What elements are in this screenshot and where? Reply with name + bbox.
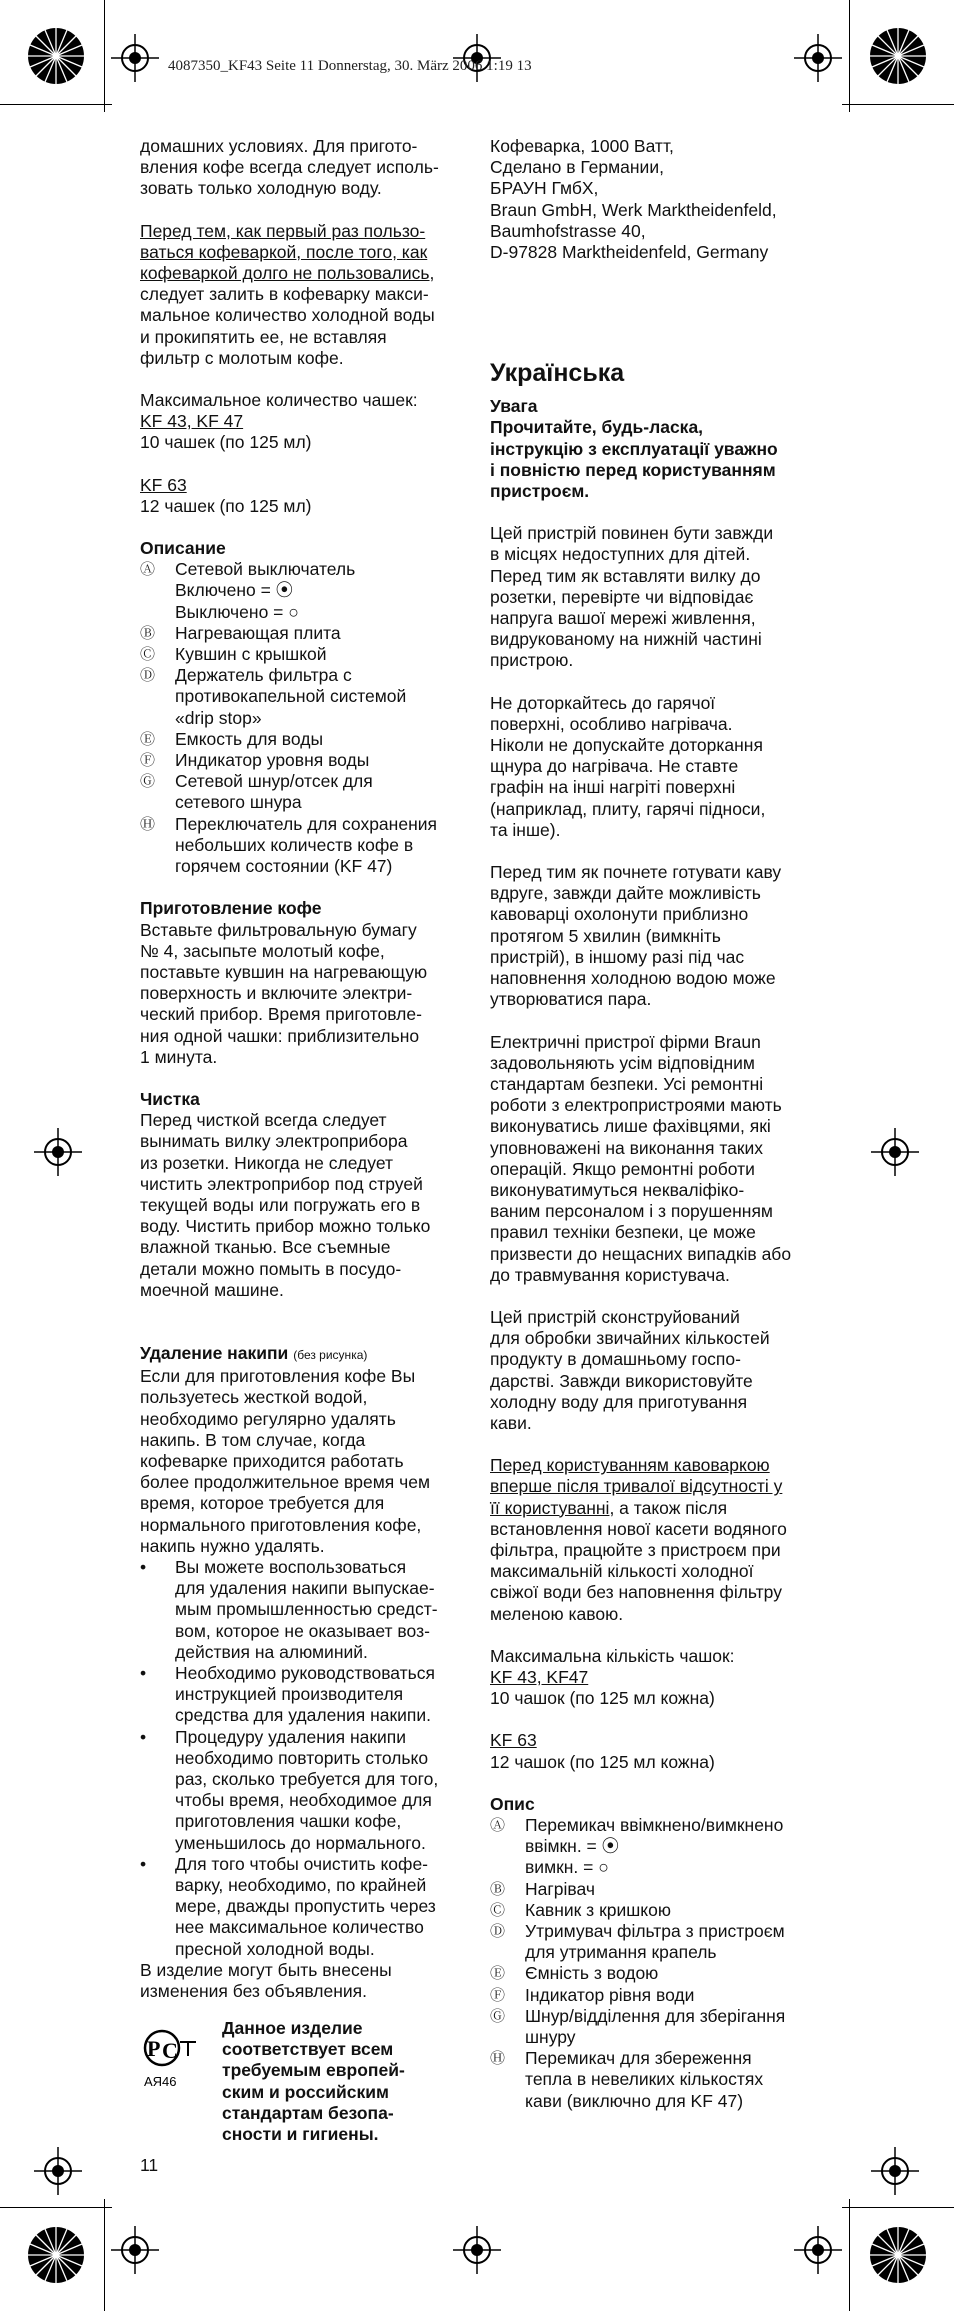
list-item bbox=[490, 1815, 825, 1879]
item-text: Нагрівач bbox=[525, 1878, 595, 1899]
item-letter: Ⓓ bbox=[490, 1923, 506, 1941]
underlined-text: Перед користуванням кавоваркою вперше після тривалої відсутності у її користуванні bbox=[490, 1455, 783, 1518]
item-text: Кувшин с крышкой bbox=[175, 644, 327, 665]
section-note: (без рисунка) bbox=[293, 1347, 368, 1362]
list-item bbox=[490, 1921, 825, 1963]
model-name: KF 63 bbox=[140, 474, 187, 495]
item-letter: Ⓔ bbox=[140, 730, 156, 748]
item-letter: Ⓗ bbox=[490, 2050, 506, 2068]
item-letter: Ⓖ bbox=[140, 773, 156, 791]
bullet-icon: • bbox=[140, 1853, 147, 1874]
list-item bbox=[140, 644, 470, 665]
item-text: Переключатель для сохранения небольших количеств кофе в горячем состоянии (KF 47) bbox=[175, 813, 437, 877]
item-text: Утримувач фільтра з пристроєм для утримання крапель bbox=[525, 1921, 785, 1963]
list-item bbox=[140, 771, 470, 813]
bullet-icon: • bbox=[140, 1663, 147, 1683]
paragraph: Цей пристрій сконструйований для обробки звичайних кількостей продукту в домашньому госпо- дарстві. Завжди використовуйте холодну воду для приготування кави. bbox=[490, 1306, 770, 1433]
item-letter: Ⓗ bbox=[140, 815, 156, 833]
model-cups: 10 чашок (по 125 мл кожна) bbox=[490, 1688, 715, 1709]
list-item bbox=[490, 2006, 825, 2048]
item-text: Емкость для воды bbox=[175, 728, 324, 749]
list-item bbox=[140, 1727, 470, 1854]
svg-text:P: P bbox=[147, 2036, 161, 2061]
paragraph: Если для приготовления кофе Вы пользуетесь жесткой водой, необходимо регулярно удалять накипь. В том случае, когда кофеварке приходится работать более продолжительное время чем время, которое требуется для нормального приготовления кофе, накипь нужно удалять. bbox=[140, 1366, 431, 1556]
item-text: Шнур/відділення для зберігання шнуру bbox=[525, 2005, 786, 2048]
underlined-text: Перед тем, как первый раз пользо- ваться кофеваркой, после того, как кофеваркой долго не пользовались bbox=[140, 220, 430, 284]
list-item bbox=[140, 623, 470, 644]
left-column bbox=[140, 136, 470, 2023]
svg-text:C: C bbox=[162, 2038, 178, 2063]
list-item bbox=[140, 1663, 470, 1727]
paragraph bbox=[490, 1455, 825, 1625]
item-letter: Ⓓ bbox=[140, 667, 156, 685]
right-column bbox=[490, 136, 825, 2133]
paragraph-rest: , а також після встановлення нової касети водяного фільтра, працюйте з пристроєм при максимальній кількості холодної свіжої води без наповнення фільтру меленою кавою. bbox=[490, 1497, 787, 1624]
paragraph: Не доторкайтесь до гарячої поверхні, особливо нагрівача. Ніколи не допускайте доторкання щнура до нагрівача. Не ставте графін на інші нагріті поверхні (наприклад, плиту, гарячі підноси, та інше). bbox=[490, 692, 766, 840]
page-number: 11 bbox=[140, 2155, 159, 2175]
paragraph: Перед тим як почнете готувати каву вдруге, завжди дайте можливість кавоварці охолонути приблизно протягом 5 хвилин (вимкніть пристрій), в іншому разі під час наповнення холодною водою може утворюватися пара. bbox=[490, 862, 782, 1010]
list-item bbox=[140, 1854, 470, 1960]
item-text: Вы можете воспользоваться для удаления накипи выпускае- мым промышленностью средст- вом, которое не оказывает воз- действия на алюминий. bbox=[175, 1556, 438, 1662]
item-text: Індикатор рівня води bbox=[525, 1984, 695, 2005]
bullet-list bbox=[140, 1557, 470, 1960]
item-text: Индикатор уровня воды bbox=[175, 750, 370, 771]
list-item bbox=[140, 814, 470, 878]
section-title: Увага bbox=[490, 396, 538, 417]
item-text: Сетевой выключатель Включено = ⦿ Выключено = ○ bbox=[175, 559, 356, 622]
section-title: Приготовление кофе bbox=[140, 898, 322, 919]
seal-code: АЯ46 bbox=[144, 2074, 177, 2089]
item-letter: Ⓖ bbox=[490, 2007, 506, 2025]
model-cups: 12 чашек (по 125 мл) bbox=[140, 495, 312, 516]
item-text: Нагревающая плита bbox=[175, 622, 341, 643]
list-item bbox=[490, 2048, 825, 2112]
description-list bbox=[490, 1815, 825, 2112]
paragraph: домашних условиях. Для пригото- вления кофе всегда следует исполь- зовать только холодную воду. bbox=[140, 136, 439, 199]
list-item bbox=[140, 1557, 470, 1663]
item-text: Держатель фильтра с противокапельной системой «drip stop» bbox=[175, 665, 407, 728]
language-heading: Українська bbox=[490, 359, 625, 388]
manufacturer-info: Кофеварка, 1000 Ватт, Сделано в Германии, БРАУН ГмбХ, Braun GmbH, Werk Marktheidenfeld, Baumhofstrasse 40, D-97828 Marktheidenfeld, Germany bbox=[490, 136, 777, 263]
item-text: Кавник з кришкою bbox=[525, 1899, 671, 1920]
warning-text: Прочитайте, будь-ласка, інструкцію з експлуатації уважно і повністю перед користуванням пристроєм. bbox=[490, 417, 778, 502]
item-letter: Ⓕ bbox=[490, 1986, 506, 2004]
certification-seal-icon bbox=[140, 2022, 202, 2092]
bullet-icon: • bbox=[140, 1726, 147, 1747]
paragraph: Електричні пристрої фірми Braun задовольняють усім відповідним стандартам безпеки. Усі ремонтні роботи з електропристроями мають виконуватись лише фахівцями, які уповноважені на виконання таких операцій. Якщо ремонтні роботи виконуватимуться некваліфіко- ваним персоналом і з порушенням правил техніки безпеки, це може призвести до нещасних випадків або до травмування користувача. bbox=[490, 1031, 792, 1285]
section-title: Опис bbox=[490, 1793, 535, 1814]
item-letter: Ⓕ bbox=[140, 752, 156, 770]
max-cups-label: Максимальна кількість чашок: bbox=[490, 1645, 735, 1666]
list-item bbox=[140, 559, 470, 623]
model-name: KF 43, KF 47 bbox=[140, 411, 244, 432]
max-cups-label: Максимальное количество чашек: bbox=[140, 390, 418, 411]
item-text: Перемикач для збереження тепла в невеликих кількостях кави (виключно для KF 47) bbox=[525, 2048, 764, 2111]
max-cups-block bbox=[140, 390, 470, 411]
model-name: KF 43, KF47 bbox=[490, 1666, 589, 1687]
list-item bbox=[490, 1900, 825, 1921]
item-text: Необходимо руководствоваться инструкцией производителя средства для удаления накипи. bbox=[175, 1663, 435, 1726]
section-title-text: Удаление накипи bbox=[140, 1342, 289, 1363]
item-text: Ємність з водою bbox=[525, 1963, 659, 1984]
paragraph: Вставьте фильтровальную бумагу № 4, засыпьте молотый кофе, поставьте кувшин на нагревающую поверхность и включите электри- ческий прибор. Время приготовле- ния одной чашки: приблизительно 1 минута. bbox=[140, 919, 428, 1067]
description-list bbox=[140, 559, 470, 877]
item-letter: Ⓑ bbox=[490, 1880, 506, 1898]
item-letter: Ⓒ bbox=[490, 1901, 506, 1919]
item-letter: Ⓒ bbox=[140, 646, 156, 664]
paragraph: Цей пристрій повинен бути завжди в місцях недоступних для дітей. Перед тим як вставляти вилку до розетки, перевірте чи відповідає напруга вашої мережі живлення, видрукованому на нижній частині пристрою. bbox=[490, 523, 774, 671]
paragraph-rest: , следует залить в кофеварку макси- мальное количество холодной воды и прокипятить ее, не вставляя фильтр с молотым кофе. bbox=[140, 263, 435, 368]
section-title bbox=[140, 1343, 470, 1366]
item-letter: Ⓐ bbox=[140, 561, 156, 579]
print-header: 4087350_KF43 Seite 11 Donnerstag, 30. März 2006 1:19 13 bbox=[168, 58, 532, 74]
section-title: Чистка bbox=[140, 1088, 200, 1109]
paragraph: В изделие могут быть внесены изменения без объявления. bbox=[140, 1959, 392, 2002]
paragraph: Перед чисткой всегда следует вынимать вилку электроприбора из розетки. Никогда не следует чистить электроприбор под струей текущей воды или погружать его в воду. Чистить прибор можно только влажной тканью. Все съемные детали можно помыть в посудо- моечной машине. bbox=[140, 1110, 431, 1300]
item-text: Процедуру удаления накипи необходимо повторить столько раз, сколько требуется для того, чтобы время, необходимое для приготовления чашки кофе, уменьшилось до нормального. bbox=[175, 1726, 439, 1853]
item-text: Сетевой шнур/отсек для сетевого шнура bbox=[175, 771, 373, 813]
list-item bbox=[490, 1879, 825, 1900]
model-cups: 12 чашок (по 125 мл кожна) bbox=[490, 1751, 715, 1772]
section-title: Описание bbox=[140, 538, 226, 559]
item-letter: Ⓐ bbox=[490, 1817, 506, 1834]
model-name: KF 63 bbox=[490, 1730, 537, 1751]
model-cups: 10 чашек (по 125 мл) bbox=[140, 432, 312, 453]
certification-text: Данное изделие соответствует всем требуемым европей- ским и российским стандартам безопа- сности и гигиены. bbox=[222, 2018, 405, 2145]
list-item bbox=[140, 665, 470, 729]
paragraph bbox=[140, 221, 470, 369]
list-item bbox=[490, 1985, 825, 2006]
list-item bbox=[140, 729, 470, 750]
item-letter: Ⓔ bbox=[490, 1965, 506, 1983]
bullet-icon: • bbox=[140, 1556, 147, 1577]
list-item bbox=[140, 750, 470, 771]
item-letter: Ⓑ bbox=[140, 624, 156, 642]
item-text: Для того чтобы очистить кофе- варку, необходимо, по крайней мере, дважды пропустить через нее максимальное количество пресной холодной воды. bbox=[175, 1853, 436, 1959]
item-text: Перемикач ввімкнено/вимкнено ввімкн. = ⦿ вимкн. = ○ bbox=[525, 1815, 784, 1878]
list-item bbox=[490, 1963, 825, 1984]
